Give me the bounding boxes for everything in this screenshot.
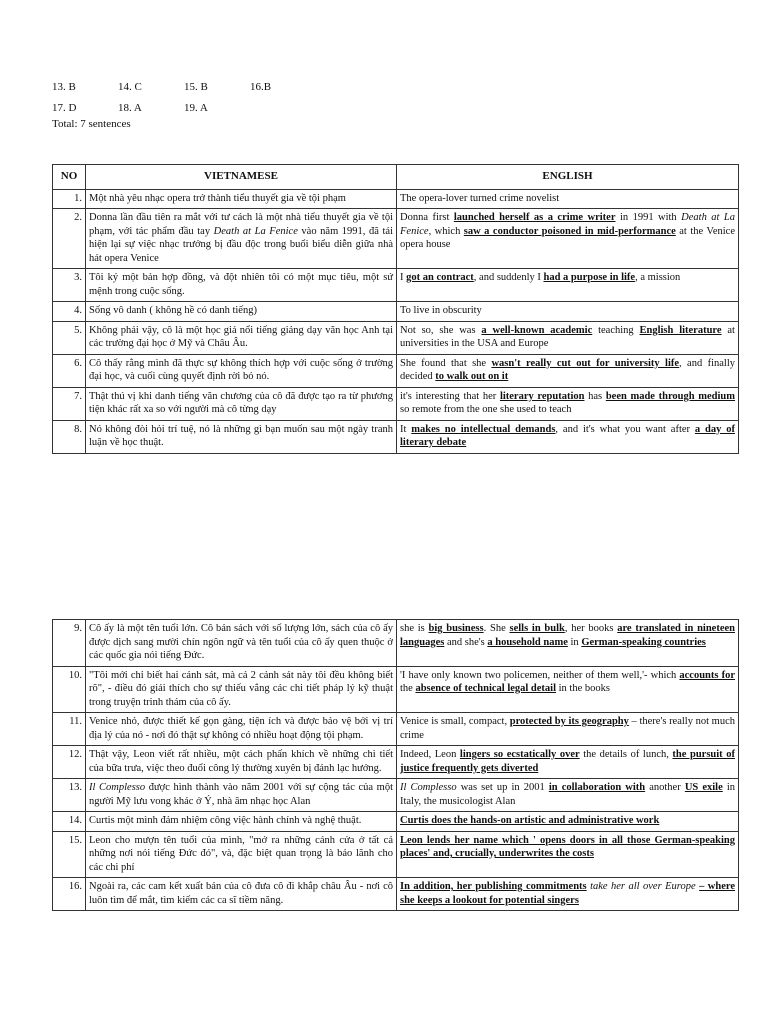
table-row — [53, 746, 739, 779]
table-row — [53, 189, 739, 209]
vietnamese-cell: Venice nhỏ, được thiết kế gọn gàng, tiện ích và được bảo vệ bởi vị trí địa lý của nó - nơi đó thật sự không có nhiều hoạt động tội phạm. — [86, 713, 397, 746]
table-row — [53, 354, 739, 387]
vietnamese-cell: Tôi ký một bản hợp đồng, và đột nhiên tôi có một mục tiêu, một sứ mệnh trong cuộc sống. — [86, 269, 397, 302]
row-number: 4. — [53, 302, 86, 322]
answer-item: 19. A — [184, 101, 208, 114]
english-cell: Leon lends her name which ' opens doors in all those German-speaking places' and, crucially, underwrites the costs — [397, 831, 739, 878]
vietnamese-cell: Donna lần đầu tiên ra mắt với tư cách là một nhà tiểu thuyết gia về tội phạm, với tác phẩm đầu tay Death at La Fenice vào năm 1991, đã tái hiện lại sự việc nhạc trưởng bị đầu độc trong buổi biểu diễn giữa nhà hát opera Venice — [86, 209, 397, 269]
total-sentences: Total: 7 sentences — [52, 118, 131, 130]
english-cell: The opera-lover turned crime novelist — [397, 189, 739, 209]
table-header-row — [53, 165, 739, 190]
row-number: 16. — [53, 878, 86, 911]
row-number: 13. — [53, 779, 86, 812]
translation-table-part-2 — [52, 619, 739, 911]
english-cell: Indeed, Leon lingers so ecstatically over the details of lunch, the pursuit of justice frequently gets diverted — [397, 746, 739, 779]
row-number: 6. — [53, 354, 86, 387]
answer-key — [52, 76, 316, 130]
english-cell: Donna first launched herself as a crime writer in 1991 with Death at La Fenice, which saw a conductor poisoned in mid-performance at the Venice opera house — [397, 209, 739, 269]
english-cell: Venice is small, compact, protected by its geography – there's really not much crime — [397, 713, 739, 746]
vietnamese-cell: Một nhà yêu nhạc opera trở thành tiểu thuyết gia về tội phạm — [86, 189, 397, 209]
table-body-part-1 — [53, 189, 739, 453]
vietnamese-cell: Thật thú vị khi danh tiếng văn chương của cô đã được tạo ra từ phương tiện khác rất xa so với người mà cô từng dạy — [86, 387, 397, 420]
answer-item: 17. D — [52, 101, 77, 114]
row-number: 7. — [53, 387, 86, 420]
table-row — [53, 779, 739, 812]
table-row — [53, 209, 739, 269]
vietnamese-cell: Ngoài ra, các cam kết xuất bản của cô đưa cô đi khắp châu Âu - nơi cô luôn tìm để mắt, tìm kiếm các ca sĩ tiềm năng. — [86, 878, 397, 911]
english-cell: Curtis does the hands-on artistic and administrative work — [397, 812, 739, 832]
answer-item: 14. C — [118, 80, 142, 93]
answer-item: 15. B — [184, 80, 208, 93]
header-english: ENGLISH — [397, 165, 739, 190]
row-number: 5. — [53, 321, 86, 354]
row-number: 10. — [53, 666, 86, 713]
vietnamese-cell: Nó không đòi hỏi trí tuệ, nó là những gì bạn muốn sau một ngày tranh luận về học thuật. — [86, 420, 397, 453]
english-cell: She found that she wasn't really cut out for university life, and finally decided to walk out on it — [397, 354, 739, 387]
vietnamese-cell: Leon cho mượn tên tuổi của mình, "mở ra những cánh cửa ở tất cả những nơi nói tiếng Đức đó", và, đặc biệt quan trọng là bảo lãnh cho các chi phí — [86, 831, 397, 878]
answer-item: 13. B — [52, 80, 76, 93]
table-row — [53, 831, 739, 878]
table-row — [53, 878, 739, 911]
table-row — [53, 302, 739, 322]
english-cell: it's interesting that her literary reputation has been made through medium so remote from the one she used to teach — [397, 387, 739, 420]
row-number: 3. — [53, 269, 86, 302]
row-number: 1. — [53, 189, 86, 209]
english-cell: To live in obscurity — [397, 302, 739, 322]
vietnamese-cell: Sống vô danh ( không hề có danh tiếng) — [86, 302, 397, 322]
answer-row-1 — [52, 76, 316, 97]
english-cell: she is big business. She sells in bulk, her books are translated in nineteen languages and she's a household name in German-speaking countries — [397, 620, 739, 667]
english-cell: It makes no intellectual demands, and it's what you want after a day of literary debate — [397, 420, 739, 453]
row-number: 9. — [53, 620, 86, 667]
header-vietnamese: VIETNAMESE — [86, 165, 397, 190]
table-row — [53, 620, 739, 667]
vietnamese-cell: Không phải vậy, cô là một học giả nổi tiếng giảng dạy văn học Anh tại các trường đại học ở Mỹ và Châu Âu. — [86, 321, 397, 354]
header-no: NO — [53, 165, 86, 190]
row-number: 11. — [53, 713, 86, 746]
row-number: 15. — [53, 831, 86, 878]
table-row — [53, 812, 739, 832]
answer-item: 16.B — [250, 80, 272, 93]
vietnamese-cell: Cô ấy là một tên tuổi lớn. Cô bán sách với số lượng lớn, sách của cô ấy được dịch sang mười chín ngôn ngữ và tên tuổi của cô ấy quen thuộc ở các quốc gia nói tiếng Đức. — [86, 620, 397, 667]
vietnamese-cell: Cô thấy rằng mình đã thực sự không thích hợp với cuộc sống ở trường đại học, và cuối cùng quyết định rời bỏ nó. — [86, 354, 397, 387]
english-cell: I got an contract, and suddenly I had a purpose in life, a mission — [397, 269, 739, 302]
table-row — [53, 387, 739, 420]
vietnamese-cell: Il Complesso được hình thành vào năm 2001 với sự cộng tác của một người Mỹ lưu vong khác ở Ý, nhà âm nhạc học Alan — [86, 779, 397, 812]
answer-row-2 — [52, 97, 316, 118]
row-number: 12. — [53, 746, 86, 779]
english-cell: Il Complesso was set up in 2001 in collaboration with another US exile in Italy, the musicologist Alan — [397, 779, 739, 812]
row-number: 2. — [53, 209, 86, 269]
table-row — [53, 269, 739, 302]
translation-table-part-1 — [52, 164, 739, 454]
row-number: 14. — [53, 812, 86, 832]
vietnamese-cell: Curtis một mình đảm nhiệm công việc hành chính và nghệ thuật. — [86, 812, 397, 832]
vietnamese-cell: Thật vậy, Leon viết rất nhiều, một cách phấn khích về những chi tiết của bữa trưa, việc theo đuổi công lý thường xuyên bị đánh lạc hướng. — [86, 746, 397, 779]
english-cell: In addition, her publishing commitments take her all over Europe – where she keeps a lookout for potential singers — [397, 878, 739, 911]
answer-item: 18. A — [118, 101, 142, 114]
table-row — [53, 321, 739, 354]
table-row — [53, 713, 739, 746]
table-body-part-2 — [53, 620, 739, 911]
table-row — [53, 666, 739, 713]
table-row — [53, 420, 739, 453]
english-cell: Not so, she was a well-known academic teaching English literature at universities in the USA and Europe — [397, 321, 739, 354]
english-cell: 'I have only known two policemen, neither of them well,'- which accounts for the absence of technical legal detail in the books — [397, 666, 739, 713]
vietnamese-cell: "Tôi mới chỉ biết hai cảnh sát, mà cả 2 cảnh sát này tôi đều không biết rõ", - điều đó giải thích cho sự thiếu vắng các chi tiết pháp lý kỹ thuật trong truyện trinh thám của cô ấy. — [86, 666, 397, 713]
row-number: 8. — [53, 420, 86, 453]
